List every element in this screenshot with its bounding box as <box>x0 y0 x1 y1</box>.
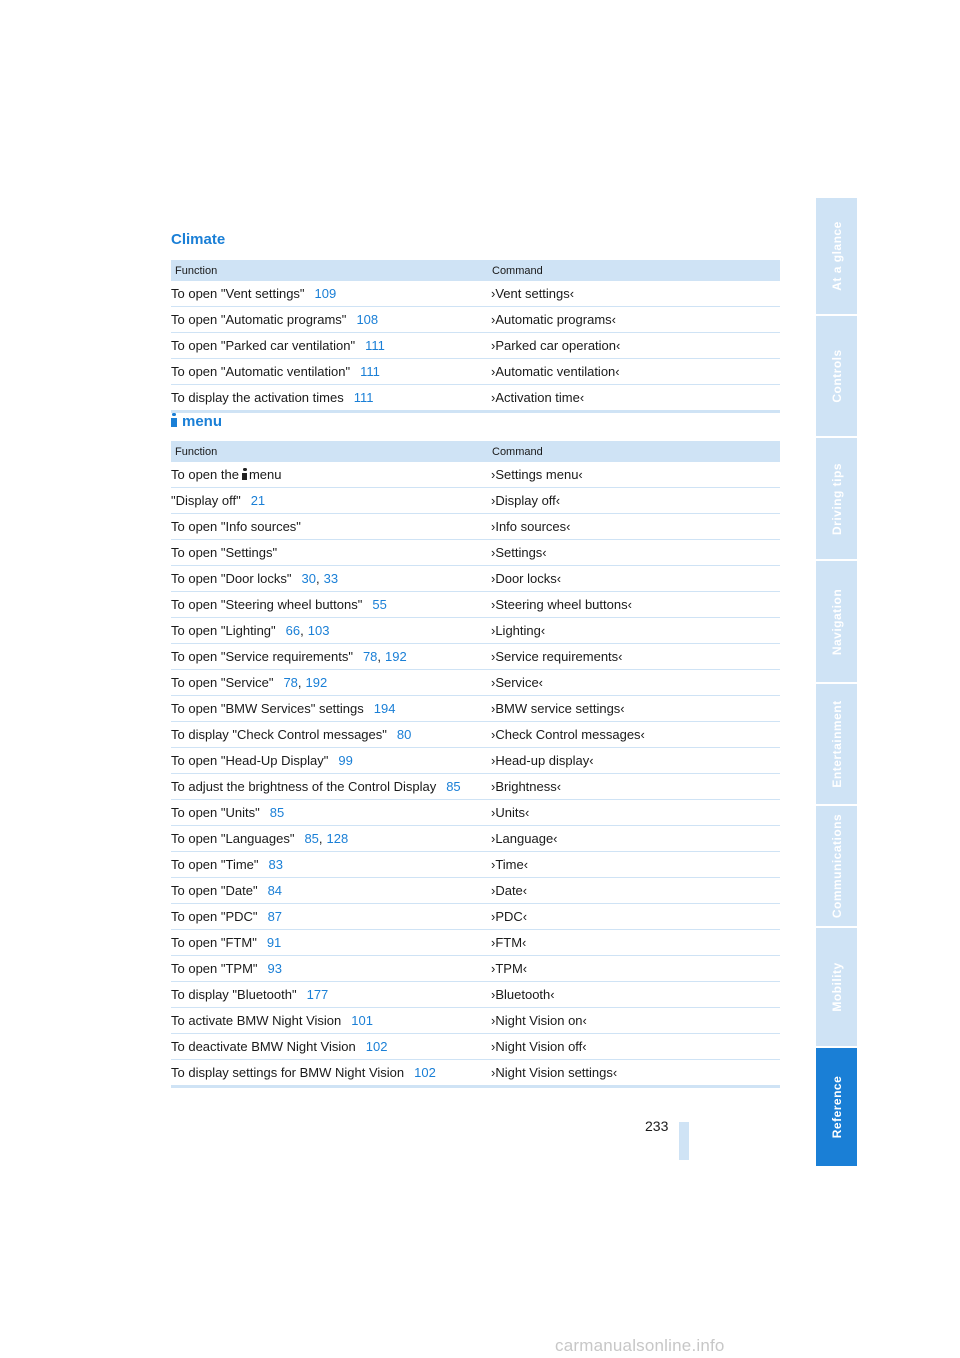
command-cell: ›Date‹ <box>491 878 780 904</box>
function-text: To open "Automatic programs" <box>171 312 347 327</box>
page-reference-link[interactable]: 83 <box>268 857 283 872</box>
function-text: To display "Bluetooth" <box>171 987 297 1002</box>
climate-table <box>171 260 780 413</box>
function-cell <box>171 359 491 385</box>
command-cell: ›FTM‹ <box>491 930 780 956</box>
table-row <box>171 722 780 748</box>
command-cell: ›Head-up display‹ <box>491 748 780 774</box>
table-row <box>171 956 780 982</box>
function-text: To open "Lighting" <box>171 623 276 638</box>
function-cell <box>171 722 491 748</box>
table-row <box>171 774 780 800</box>
function-text: To open "Time" <box>171 857 259 872</box>
function-cell <box>171 592 491 618</box>
function-cell <box>171 618 491 644</box>
page-reference-link[interactable]: 192 <box>305 675 328 690</box>
sidebar-tab-driving-tips[interactable] <box>816 438 857 559</box>
command-cell: ›TPM‹ <box>491 956 780 982</box>
table-row <box>171 1060 780 1087</box>
function-cell <box>171 904 491 930</box>
page-reference-link[interactable]: 177 <box>306 987 329 1002</box>
page-reference-link[interactable]: 192 <box>385 649 407 664</box>
page-reference-link[interactable]: 85 <box>304 831 319 846</box>
table-row <box>171 696 780 722</box>
page-reference-link[interactable]: 91 <box>266 935 282 950</box>
function-cell <box>171 385 491 412</box>
page-separator: , <box>318 831 323 846</box>
table-row <box>171 514 780 540</box>
command-cell: ›Service requirements‹ <box>491 644 780 670</box>
i-menu-icon <box>171 413 177 427</box>
table-row <box>171 748 780 774</box>
function-cell <box>171 1034 491 1060</box>
function-text: To open "FTM" <box>171 935 257 950</box>
command-cell: ›Parked car operation‹ <box>491 333 780 359</box>
command-cell: ›Activation time‹ <box>491 385 780 412</box>
function-cell <box>171 826 491 852</box>
function-text: To adjust the brightness of the Control Display <box>171 779 437 794</box>
page-reference-link[interactable]: 128 <box>326 831 349 846</box>
function-text: To open "BMW Services" settings <box>171 701 364 716</box>
sidebar-tab-navigation[interactable] <box>816 561 857 682</box>
function-cell <box>171 774 491 800</box>
table-row <box>171 540 780 566</box>
header-function: Function <box>171 260 491 281</box>
function-text: To open "Steering wheel buttons" <box>171 597 363 612</box>
function-text: To display the activation times <box>171 390 344 405</box>
function-cell <box>171 540 491 566</box>
function-text: To open "TPM" <box>171 961 258 976</box>
command-cell: ›Automatic programs‹ <box>491 307 780 333</box>
table-row <box>171 800 780 826</box>
table-row <box>171 462 780 488</box>
command-cell: ›Lighting‹ <box>491 618 780 644</box>
page-reference-link[interactable]: 85 <box>446 779 461 794</box>
page-reference-link[interactable]: 99 <box>338 753 353 768</box>
page-reference-link[interactable]: 87 <box>267 909 283 924</box>
command-cell: ›Night Vision off‹ <box>491 1034 780 1060</box>
page-reference-link[interactable]: 108 <box>356 312 379 327</box>
sidebar-tab-label: At a glance <box>829 221 844 291</box>
page-reference-link[interactable]: 78 <box>362 649 378 664</box>
command-cell: ›Door locks‹ <box>491 566 780 592</box>
page-reference-link[interactable]: 84 <box>267 883 283 898</box>
imenu-table <box>171 441 780 1088</box>
page-reference-link[interactable]: 109 <box>314 286 337 301</box>
table-row <box>171 904 780 930</box>
table-row <box>171 281 780 307</box>
table-header <box>171 441 780 462</box>
table-row <box>171 852 780 878</box>
function-text: To open "Automatic ventilation" <box>171 364 351 379</box>
page-reference-link[interactable]: 102 <box>414 1065 436 1080</box>
sidebar-tab-label: Driving tips <box>829 462 844 535</box>
page-reference-link[interactable]: 101 <box>351 1013 373 1028</box>
function-text: To deactivate BMW Night Vision <box>171 1039 356 1054</box>
function-text: To activate BMW Night Vision <box>171 1013 342 1028</box>
header-function: Function <box>171 441 491 462</box>
table-row <box>171 826 780 852</box>
command-cell: ›Info sources‹ <box>491 514 780 540</box>
page-reference-link[interactable]: 55 <box>372 597 387 612</box>
page-reference-link[interactable]: 111 <box>353 390 374 405</box>
command-cell: ›Steering wheel buttons‹ <box>491 592 780 618</box>
function-text: To open "Head-Up Display" <box>171 753 329 768</box>
page-reference-link[interactable]: 194 <box>373 701 396 716</box>
table-row <box>171 488 780 514</box>
command-cell: ›Bluetooth‹ <box>491 982 780 1008</box>
function-cell <box>171 930 491 956</box>
function-cell <box>171 307 491 333</box>
page-reference-link[interactable]: 102 <box>365 1039 388 1054</box>
table-row <box>171 1008 780 1034</box>
function-text: To display "Check Control messages" <box>171 727 387 742</box>
function-text: To open "Service" <box>171 675 274 690</box>
header-command: Command <box>491 260 780 281</box>
page-reference-link[interactable]: 93 <box>267 961 283 976</box>
page-separator: , <box>300 623 304 638</box>
function-text: To open "Parked car ventilation" <box>171 338 356 353</box>
page-reference-link[interactable]: 80 <box>396 727 412 742</box>
sidebar-tab-label: Controls <box>829 349 844 403</box>
page-reference-link[interactable]: 85 <box>269 805 285 820</box>
watermark: carmanualsonline.info <box>555 1336 725 1355</box>
command-cell: ›Service‹ <box>491 670 780 696</box>
function-cell <box>171 852 491 878</box>
chapter-sidebar <box>816 198 857 1168</box>
function-cell <box>171 488 491 514</box>
function-cell <box>171 748 491 774</box>
page-number-bar <box>679 1122 689 1160</box>
function-text: To open "Settings" <box>171 545 278 560</box>
function-cell <box>171 800 491 826</box>
command-cell: ›Time‹ <box>491 852 780 878</box>
command-cell: ›Display off‹ <box>491 488 780 514</box>
command-cell: ›Automatic ventilation‹ <box>491 359 780 385</box>
command-cell: ›PDC‹ <box>491 904 780 930</box>
function-text: To open "Door locks" <box>171 571 292 586</box>
command-cell: ›Night Vision on‹ <box>491 1008 780 1034</box>
function-text: "Display off" <box>171 493 241 508</box>
sidebar-tab-communications[interactable] <box>816 806 857 926</box>
table-header <box>171 260 780 281</box>
table-row <box>171 670 780 696</box>
sidebar-tab-controls[interactable] <box>816 316 857 436</box>
page-reference-link[interactable]: 33 <box>323 571 339 586</box>
command-cell: ›Settings menu‹ <box>491 462 780 488</box>
sidebar-tab-label: Communications <box>829 813 844 919</box>
page-reference-link[interactable]: 21 <box>250 493 266 508</box>
page-reference-link[interactable]: 66 <box>285 623 301 638</box>
command-cell: ›Brightness‹ <box>491 774 780 800</box>
header-command: Command <box>491 441 780 462</box>
function-cell <box>171 1060 491 1087</box>
sidebar-tab-label: Mobility <box>829 962 844 1012</box>
function-text: To open "Vent settings" <box>171 286 305 301</box>
function-text: To open "Service requirements" <box>171 649 353 664</box>
table-row <box>171 307 780 333</box>
page-separator: , <box>315 571 320 586</box>
function-cell <box>171 696 491 722</box>
page-reference-link[interactable]: 111 <box>365 338 385 353</box>
command-cell: ›BMW service settings‹ <box>491 696 780 722</box>
sidebar-tab-mobility[interactable] <box>816 928 857 1046</box>
function-text: menu <box>248 467 282 482</box>
i-menu-icon <box>242 468 247 480</box>
function-cell <box>171 878 491 904</box>
table-row <box>171 566 780 592</box>
sidebar-tab-entertainment[interactable] <box>816 684 857 804</box>
command-cell: ›Vent settings‹ <box>491 281 780 307</box>
function-cell <box>171 333 491 359</box>
function-text: To display settings for BMW Night Vision <box>171 1065 405 1080</box>
table-row <box>171 982 780 1008</box>
page-reference-link[interactable]: 78 <box>283 675 298 690</box>
sidebar-tab-reference[interactable] <box>816 1048 857 1166</box>
function-cell <box>171 670 491 696</box>
table-row <box>171 878 780 904</box>
sidebar-tab-at-a-glance[interactable] <box>816 198 857 314</box>
sidebar-tab-label: Entertainment <box>829 700 844 788</box>
page-reference-link[interactable]: 103 <box>307 623 330 638</box>
page-number: 233 <box>645 1118 669 1134</box>
table-row <box>171 359 780 385</box>
page-reference-link[interactable]: 30 <box>301 571 316 586</box>
function-cell <box>171 982 491 1008</box>
table-row <box>171 385 780 412</box>
page-separator: , <box>377 649 382 664</box>
function-text: To open "PDC" <box>171 909 258 924</box>
function-text: To open "Languages" <box>171 831 295 846</box>
table-row <box>171 592 780 618</box>
sidebar-tab-label: Reference <box>829 1075 844 1139</box>
command-cell: ›Check Control messages‹ <box>491 722 780 748</box>
imenu-title <box>171 413 222 430</box>
function-cell <box>171 1008 491 1034</box>
command-cell: ›Units‹ <box>491 800 780 826</box>
command-cell: ›Settings‹ <box>491 540 780 566</box>
table-row <box>171 930 780 956</box>
table-row <box>171 1034 780 1060</box>
table-row <box>171 618 780 644</box>
page-separator: , <box>297 675 302 690</box>
function-cell <box>171 514 491 540</box>
function-cell <box>171 462 491 488</box>
function-cell <box>171 566 491 592</box>
command-cell: ›Night Vision settings‹ <box>491 1060 780 1087</box>
function-text: To open "Date" <box>171 883 258 898</box>
command-cell: ›Language‹ <box>491 826 780 852</box>
page-reference-link[interactable]: 111 <box>360 364 380 379</box>
function-cell <box>171 956 491 982</box>
imenu-title-text: menu <box>182 413 223 430</box>
function-cell <box>171 644 491 670</box>
function-text: To open "Info sources" <box>171 519 301 534</box>
table-row <box>171 644 780 670</box>
climate-title: Climate <box>171 231 226 248</box>
table-row <box>171 333 780 359</box>
function-text: To open the <box>171 467 239 482</box>
function-text: To open "Units" <box>171 805 260 820</box>
sidebar-tab-label: Navigation <box>829 588 844 655</box>
function-cell <box>171 281 491 307</box>
